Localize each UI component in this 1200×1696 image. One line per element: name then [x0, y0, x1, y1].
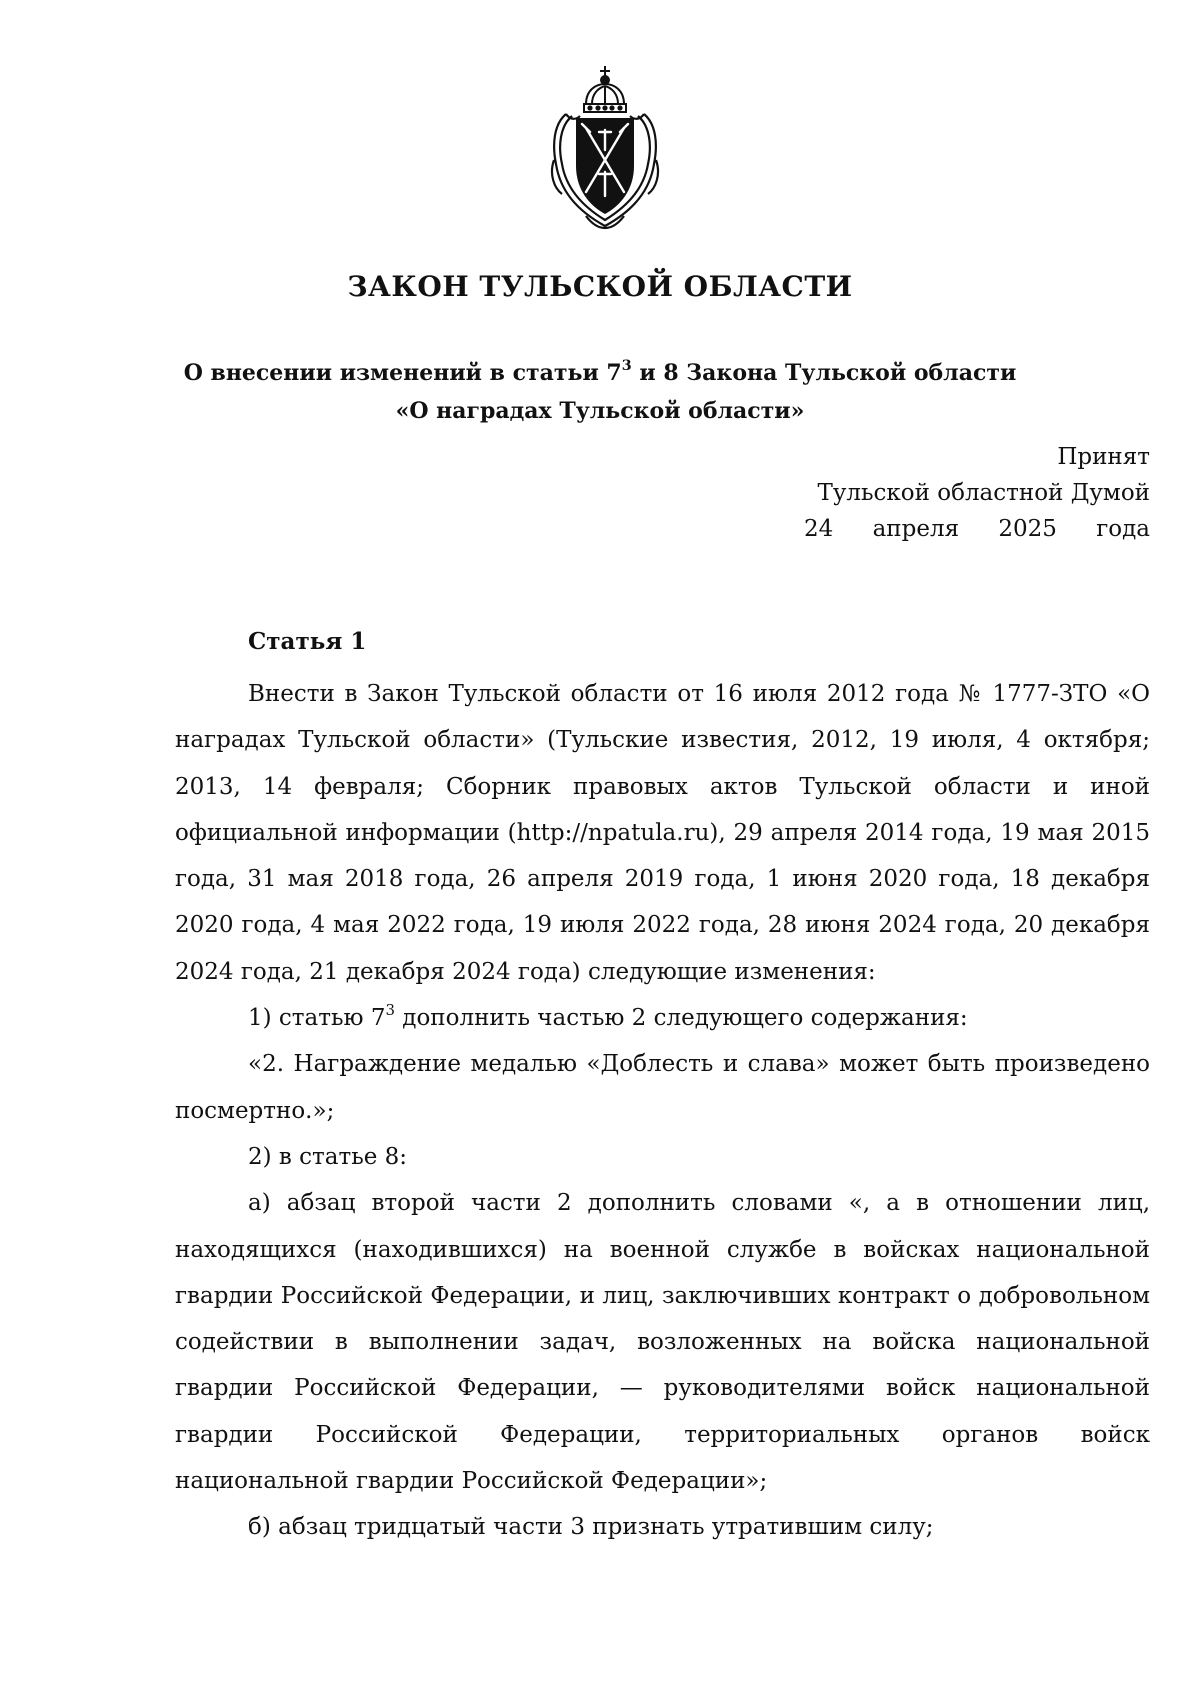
article-body [175, 671, 1150, 1551]
article-heading: Статья 1 [248, 628, 367, 655]
subtitle-line-2: «О наградах Тульской области» [395, 398, 805, 424]
adopted-year-word: года [1096, 516, 1150, 542]
adopted-day: 24 [804, 516, 834, 542]
adopted-year: 2025 [998, 516, 1057, 542]
paragraph-5: а) абзац второй части 2 дополнить словами «, а в отношении лиц, находящихся (находившихся) на военной службе в войсках национальной гвардии Российской Федерации, и лиц, заключивших контракт о добровольном содействии в выполнении задач, возложенных на войска национальной гвардии Российской Федерации, — руководителями войск национальной гвардии Российской Федерации, территориальных органов войск национальной гвардии Российской Федерации»; [175, 1190, 1150, 1495]
adopted-label: Принят [1057, 444, 1150, 470]
paragraph-4: 2) в статье 8: [248, 1143, 408, 1170]
subtitle-line-1: О внесении изменений в статьи $7^3$ и 8 Закона Тульской области [183, 358, 1017, 386]
paragraph-1: Внести в Закон Тульской области от 16 июля 2012 года № 1777-ЗТО «О наградах Тульской области» (Тульские известия, 2012, 19 июля, 4 октября; 2013, 14 февраля; Сборник правовых актов Тульской области и иной официальной информации (http://npatula.ru), 29 апреля 2014 года, 19 мая 2015 года, 31 мая 2018 года, 26 апреля 2019 года, 1 июня 2020 года, 18 декабря 2020 года, 4 мая 2022 года, 19 июля 2022 года, 28 июня 2024 года, 20 декабря 2024 года, 21 декабря 2024 года) следующие изменения: [175, 681, 1150, 985]
adopted-month: апреля [872, 516, 960, 542]
adopted-by: Тульской областной Думой [817, 480, 1150, 506]
adoption-block [804, 439, 1150, 547]
adopted-date [804, 511, 1150, 547]
crown-icon [584, 66, 626, 112]
paragraph-2: 1) статью $7^3$ дополнить частью 2 следующего содержания: [248, 1000, 968, 1032]
paragraph-6: б) абзац тридцатый части 3 признать утратившим силу; [248, 1514, 934, 1541]
coat-of-arms-icon [546, 64, 664, 230]
law-subtitle [0, 354, 1200, 430]
paragraph-3: «2. Награждение медалью «Доблесть и слава» может быть произведено посмертно.»; [175, 1051, 1150, 1124]
law-title: ЗАКОН ТУЛЬСКОЙ ОБЛАСТИ [347, 270, 853, 303]
